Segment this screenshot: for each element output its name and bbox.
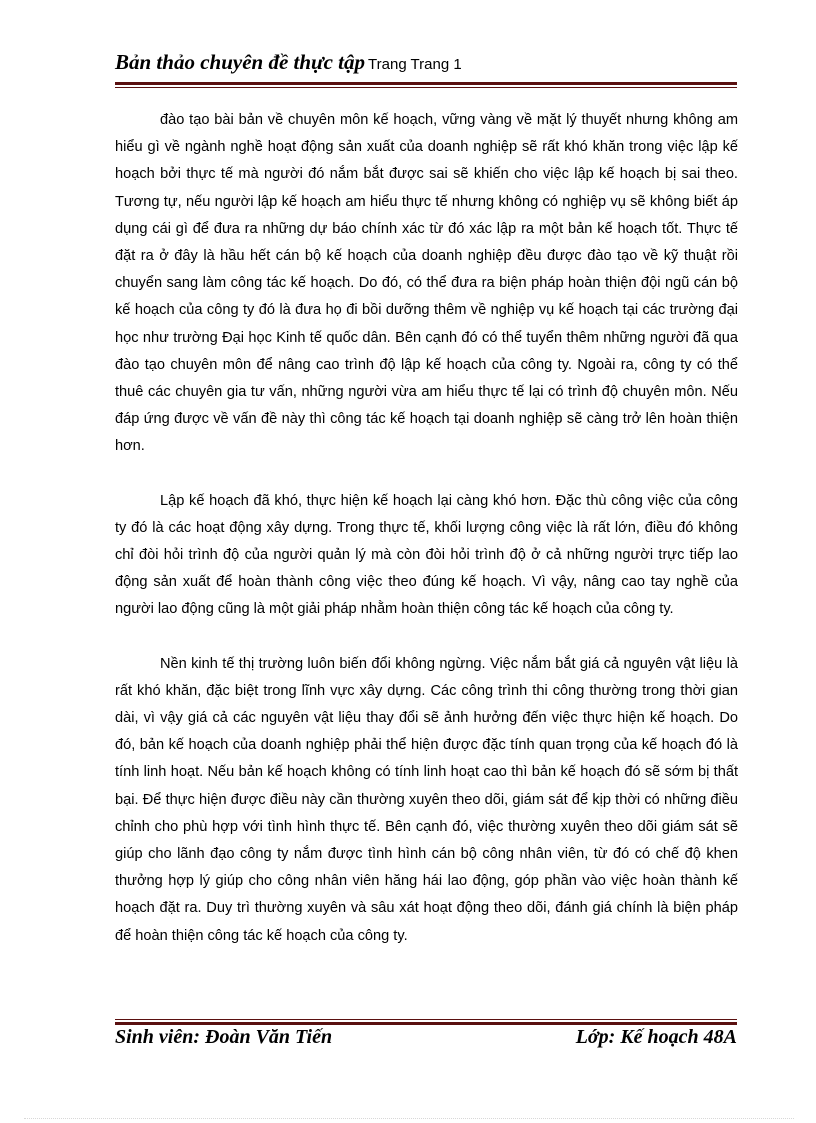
header-page-label: Trang Trang 1 [368,56,462,73]
paragraph-2: Lập kế hoạch đã khó, thực hiện kế hoạch lại càng khó hơn. Đặc thù công việc của công ty đó là các hoạt động xây dựng. Trong thực tế, khối lượng công việc là rất lớn, điều đó không chỉ đòi hỏi trình độ của người quản lý mà còn đòi hỏi trình độ ở cả những người trực tiếp lao động sản xuất để hoàn thành công việc theo đúng kế hoạch. Vì vậy, nâng cao tay nghề của người lao động cũng là một giải pháp nhằm hoàn thiện công tác kế hoạch của công ty. [115,492,738,618]
page-footer [115,1026,737,1056]
footer-class-name: Lớp: Kế hoạch 48A [575,1026,737,1048]
document-body [115,107,738,950]
header-title: Bản thảo chuyên đề thực tập [115,50,366,74]
footer-student-name: Sinh viên: Đoàn Văn Tiến [115,1026,333,1048]
page-header [115,50,735,82]
page-bottom-edge [24,1118,794,1119]
paragraph-3: Nền kinh tế thị trường luôn biến đổi không ngừng. Việc nắm bắt giá cả nguyên vật liệu là rất khó khăn, đặc biệt trong lĩnh vực xây dựng. Các công trình thi công thường trong thời gian dài, vì vậy giá cả các nguyên vật liệu thay đổi sẽ ảnh hưởng đến việc thực hiện kế hoạch. Do đó, bản kế hoạch của doanh nghiệp phải thể hiện được đặc tính quan trọng của kế hoạch đó là tính linh hoạt. Nếu bản kế hoạch không có tính linh hoạt cao thì bản kế hoạch đó sẽ sớm bị thất bại. Để thực hiện được điều này cần thường xuyên theo dõi, giám sát để kịp thời có những điều chỉnh cho phù hợp với tình hình thực tế. Bên cạnh đó, việc thường xuyên theo dõi giám sát sẽ giúp cho lãnh đạo công ty nắm được tình hình cán bộ công nhân viên, từ đó có chế độ khen thưởng hợp lý giúp cho công nhân viên hăng hái lao động, góp phần vào việc hoàn thành kế hoạch đặt ra. Duy trì thường xuyên và sâu xát hoạt động theo dõi, đánh giá chính là biện pháp để hoàn thiện công tác kế hoạch của công ty. [115,655,738,944]
paragraph-1: đào tạo bài bản về chuyên môn kế hoạch, vững vàng về mặt lý thuyết nhưng không am hiểu gì về ngành nghề hoạt động sản xuất của doanh nghiệp sẽ rất khó khăn trong việc lập kế hoạch bởi thực tế mà người đó nắm bắt được sai sẽ khiến cho việc lập kế hoạch bị sai theo. Tương tự, nếu người lập kế hoạch am hiểu thực tế nhưng không có nghiệp vụ sẽ không biết áp dụng cái gì để đưa ra những dự báo chính xác từ đó xác lập ra một bản kế hoạch tốt. Thực tế đặt ra ở đây là hầu hết cán bộ kế hoạch của doanh nghiệp đều được đào tạo về kỹ thuật rồi chuyển sang làm công tác kế hoạch. Do đó, có thể đưa ra biện pháp hoàn thiện đội ngũ cán bộ kế hoạch của công ty đó là đưa họ đi bồi dưỡng thêm về nghiệp vụ kế hoạch tại các trường đại học như trường Đại học Kinh tế quốc dân. Bên cạnh đó có thể tuyển thêm những người đã qua đào tạo chuyên môn để nâng cao trình độ lập kế hoạch của công ty. Ngoài ra, công ty có thể thuê các chuyên gia tư vấn, những người vừa am hiểu thực tế lại có trình độ chuyên môn. Nếu đáp ứng được về vấn đề này thì công tác kế hoạch tại doanh nghiệp sẽ càng trở lên hoàn thiện hơn. [115,112,738,455]
footer-divider [115,1019,737,1025]
header-divider [115,82,737,88]
